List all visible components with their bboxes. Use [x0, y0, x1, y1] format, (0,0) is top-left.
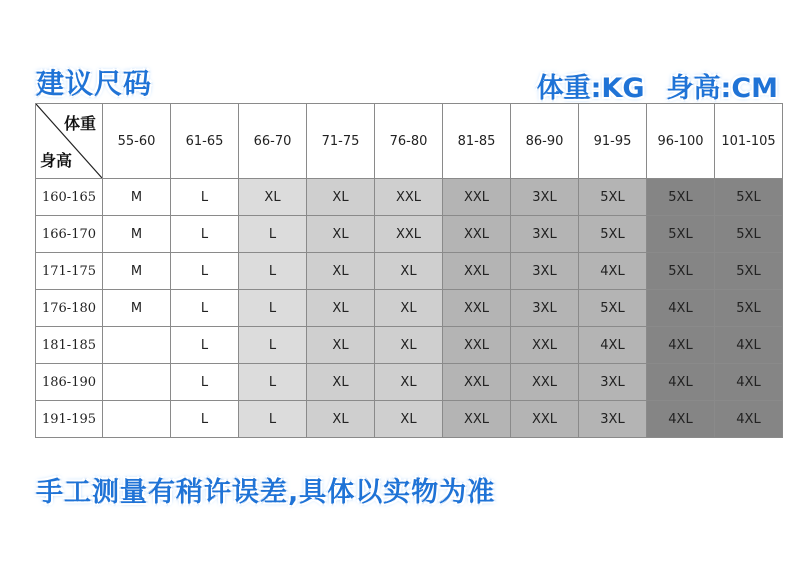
size-cell: L [239, 364, 307, 401]
units-legend [537, 66, 778, 105]
size-cell: 5XL [715, 216, 783, 253]
height-range-cell: 181-185 [36, 327, 103, 364]
size-cell: XL [307, 290, 375, 327]
size-cell: 5XL [579, 216, 647, 253]
size-cell: XL [307, 327, 375, 364]
size-cell: 4XL [715, 327, 783, 364]
weight-header-cell: 55-60 [103, 104, 171, 179]
table-row [36, 327, 783, 364]
height-range-cell: 176-180 [36, 290, 103, 327]
size-cell: L [171, 216, 239, 253]
weight-header-cell: 76-80 [375, 104, 443, 179]
page-title: 建议尺码 [36, 67, 153, 100]
size-cell: M [103, 253, 171, 290]
size-cell: L [171, 401, 239, 438]
size-cell: 5XL [647, 179, 715, 216]
weight-header-cell: 81-85 [443, 104, 511, 179]
size-cell: L [171, 364, 239, 401]
height-range-cell: 191-195 [36, 401, 103, 438]
size-cell [103, 364, 171, 401]
size-cell: 4XL [715, 364, 783, 401]
size-cell: XXL [443, 179, 511, 216]
weight-header-cell: 61-65 [171, 104, 239, 179]
size-cell: XXL [443, 401, 511, 438]
size-cell [103, 327, 171, 364]
weight-header-cell: 96-100 [647, 104, 715, 179]
weight-header-cell: 91-95 [579, 104, 647, 179]
weight-header-cell: 101-105 [715, 104, 783, 179]
weight-header-cell: 66-70 [239, 104, 307, 179]
size-cell: 4XL [647, 364, 715, 401]
weight-header-cell: 86-90 [511, 104, 579, 179]
size-cell: XL [307, 253, 375, 290]
size-cell: 4XL [647, 327, 715, 364]
size-cell: XXL [511, 401, 579, 438]
size-cell: 3XL [511, 290, 579, 327]
size-cell: 5XL [715, 253, 783, 290]
size-cell: XXL [443, 216, 511, 253]
size-cell: 5XL [579, 290, 647, 327]
size-cell: 3XL [511, 179, 579, 216]
size-cell: XXL [511, 364, 579, 401]
size-cell: 5XL [579, 179, 647, 216]
height-range-cell: 171-175 [36, 253, 103, 290]
table-row [36, 216, 783, 253]
height-range-cell: 186-190 [36, 364, 103, 401]
size-cell: 5XL [715, 179, 783, 216]
table-row [36, 364, 783, 401]
size-chart-body [36, 179, 783, 438]
size-cell: L [239, 216, 307, 253]
size-cell: XL [307, 401, 375, 438]
size-cell: 4XL [647, 290, 715, 327]
size-cell: M [103, 216, 171, 253]
size-cell: 4XL [647, 401, 715, 438]
size-cell: 5XL [647, 216, 715, 253]
size-cell: L [171, 327, 239, 364]
size-cell: L [171, 253, 239, 290]
size-cell: XL [375, 253, 443, 290]
size-cell: 4XL [579, 327, 647, 364]
size-cell: 5XL [715, 290, 783, 327]
size-cell: 3XL [579, 364, 647, 401]
size-cell: 3XL [511, 216, 579, 253]
size-cell: XL [375, 290, 443, 327]
size-cell: 3XL [511, 253, 579, 290]
size-cell: L [239, 401, 307, 438]
size-cell: XL [375, 364, 443, 401]
size-cell: XXL [375, 179, 443, 216]
height-unit-label: 身高:CM [666, 73, 778, 104]
size-cell: XL [307, 216, 375, 253]
corner-weight-label: 体重 [63, 114, 96, 133]
size-chart-table [35, 103, 783, 438]
corner-height-label: 身高 [40, 151, 73, 170]
size-cell: XL [239, 179, 307, 216]
size-cell: L [239, 327, 307, 364]
measurement-note: 手工测量有稍许误差,具体以实物为准 [36, 477, 496, 508]
size-cell: M [103, 179, 171, 216]
size-cell: XXL [375, 216, 443, 253]
size-cell: XXL [443, 327, 511, 364]
table-row [36, 179, 783, 216]
weight-header-cell: 71-75 [307, 104, 375, 179]
table-row [36, 401, 783, 438]
table-row [36, 253, 783, 290]
size-cell: 3XL [579, 401, 647, 438]
size-cell [103, 401, 171, 438]
size-cell: XL [375, 401, 443, 438]
size-cell: XXL [443, 290, 511, 327]
size-cell: 5XL [647, 253, 715, 290]
table-row [36, 290, 783, 327]
size-cell: 4XL [715, 401, 783, 438]
size-cell: XL [307, 364, 375, 401]
height-range-cell: 160-165 [36, 179, 103, 216]
corner-header-cell [36, 104, 103, 179]
size-cell: XXL [443, 364, 511, 401]
size-cell: L [239, 290, 307, 327]
size-cell: XXL [511, 327, 579, 364]
size-cell: L [171, 179, 239, 216]
weight-unit-label: 体重:KG [536, 73, 645, 104]
weight-header-row [36, 104, 783, 179]
size-cell: L [239, 253, 307, 290]
size-cell: L [171, 290, 239, 327]
size-cell: XL [375, 327, 443, 364]
size-cell: M [103, 290, 171, 327]
size-cell: 4XL [579, 253, 647, 290]
size-cell: XL [307, 179, 375, 216]
height-range-cell: 166-170 [36, 216, 103, 253]
size-cell: XXL [443, 253, 511, 290]
